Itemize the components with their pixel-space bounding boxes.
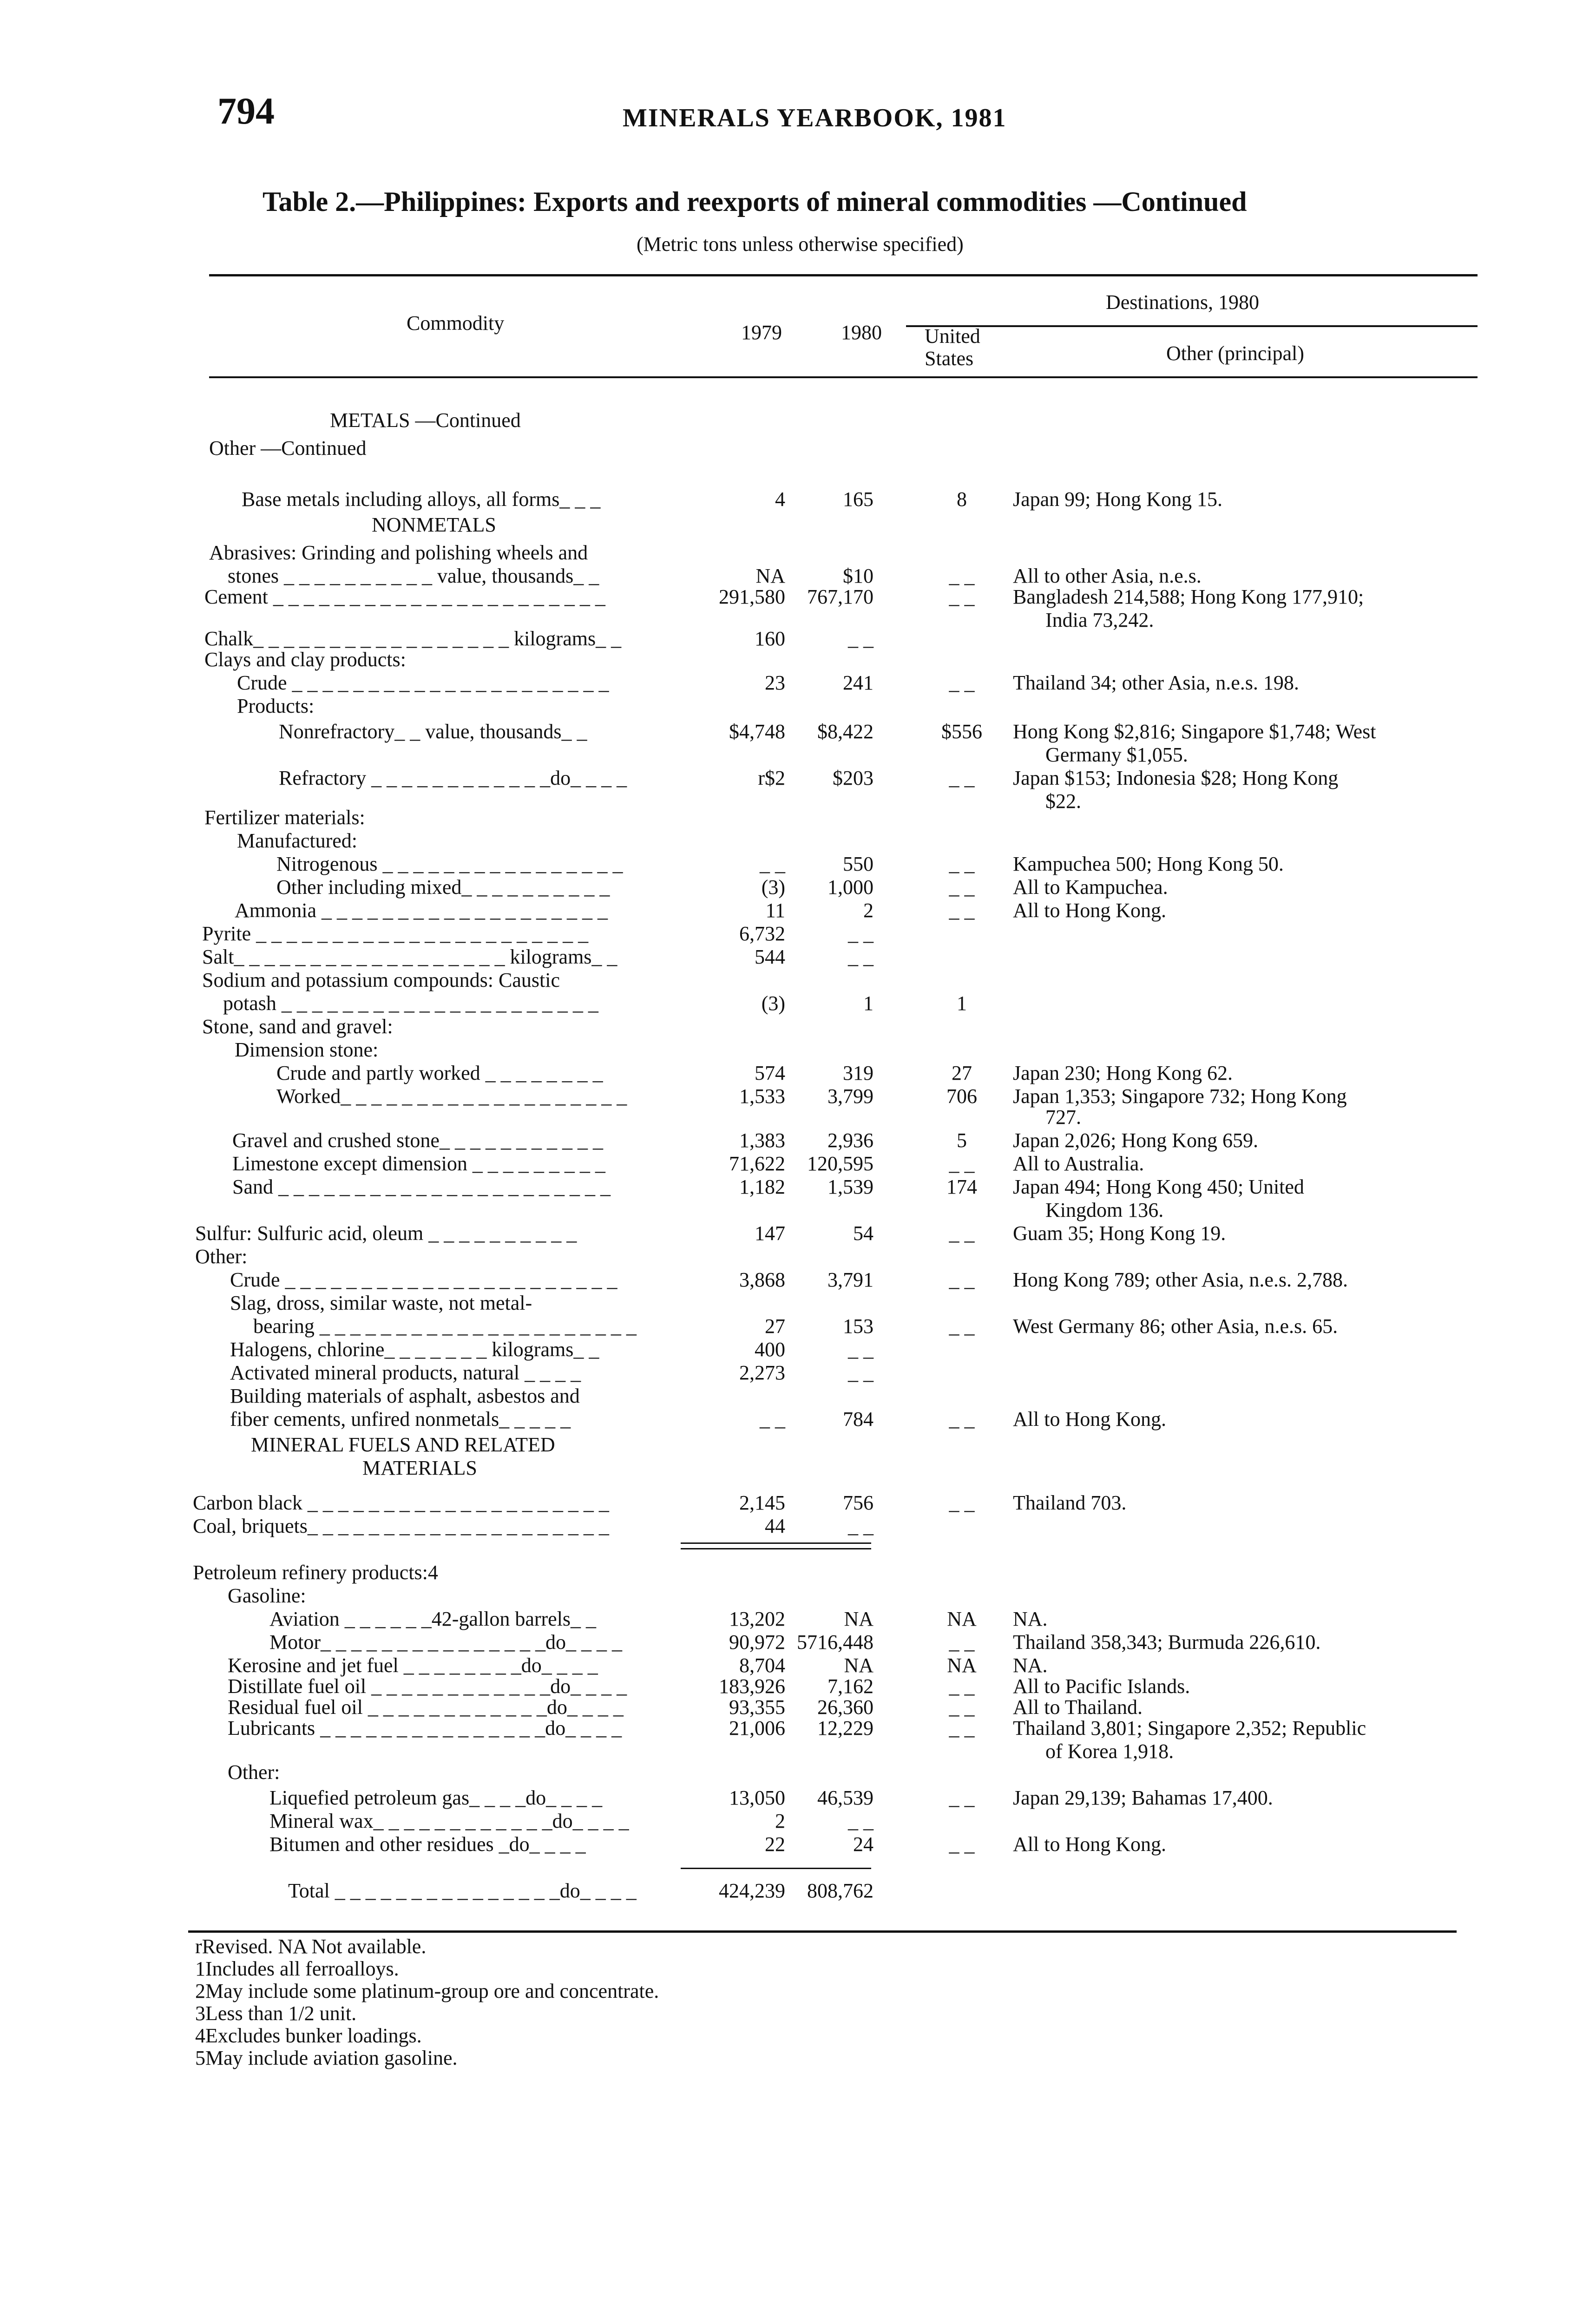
value-1980: _ _	[848, 627, 874, 650]
value-1980: 153	[843, 1315, 874, 1338]
value-united-states: $556	[941, 720, 982, 743]
value-1980: _ _	[848, 1361, 874, 1384]
value-1980: 241	[843, 671, 874, 694]
commodity-label: Other —Continued	[209, 437, 367, 459]
value-other-principal: NA.	[1013, 1608, 1048, 1630]
value-united-states: NA	[947, 1654, 977, 1677]
value-other-principal: Bangladesh 214,588; Hong Kong 177,910;	[1013, 585, 1364, 608]
value-1980: $10	[843, 564, 874, 587]
commodity-label: Worked_ _ _ _ _ _ _ _ _ _ _ _ _ _ _ _ _ _ _	[276, 1085, 627, 1108]
value-1979: 3,868	[739, 1268, 785, 1291]
value-1980: 54	[853, 1222, 874, 1245]
value-united-states: _ _	[949, 767, 975, 789]
value-other-principal: All to Thailand.	[1013, 1696, 1143, 1719]
value-other-principal: West Germany 86; other Asia, n.e.s. 65.	[1013, 1315, 1338, 1338]
value-1979: 1,533	[739, 1085, 785, 1108]
commodity-label: Other:	[195, 1245, 248, 1268]
commodity-label: Crude and partly worked _ _ _ _ _ _ _ _	[276, 1062, 603, 1084]
value-united-states: 1	[957, 992, 967, 1015]
value-other-principal: Japan 230; Hong Kong 62.	[1013, 1062, 1233, 1084]
value-united-states: _ _	[949, 1833, 975, 1856]
value-united-states: 8	[957, 488, 967, 511]
value-other-principal: Thailand 34; other Asia, n.e.s. 198.	[1013, 671, 1299, 694]
value-other-principal: Japan $153; Indonesia $28; Hong Kong	[1013, 767, 1339, 789]
commodity-label: Pyrite _ _ _ _ _ _ _ _ _ _ _ _ _ _ _ _ _ _ _ _ _ _	[202, 922, 589, 945]
value-1980: _ _	[848, 922, 874, 945]
commodity-label: Cement _ _ _ _ _ _ _ _ _ _ _ _ _ _ _ _ _ _ _ _ _ _	[204, 585, 605, 608]
commodity-label: Clays and clay products:	[204, 648, 406, 671]
value-united-states: _ _	[949, 564, 975, 587]
column-header-united-states: United States	[925, 325, 980, 370]
column-header-1979: 1979	[741, 321, 782, 344]
value-united-states: _ _	[949, 876, 975, 899]
column-header-other-principal: Other (principal)	[1166, 342, 1304, 365]
table-subtitle: (Metric tons unless otherwise specified)	[637, 233, 964, 256]
value-other-principal: Hong Kong $2,816; Singapore $1,748; West	[1013, 720, 1376, 743]
value-other-principal: All to Hong Kong.	[1013, 899, 1166, 922]
value-other-principal: All to Hong Kong.	[1013, 1833, 1166, 1856]
value-1980: 319	[843, 1062, 874, 1084]
value-other-principal: Japan 494; Hong Kong 450; United	[1013, 1175, 1304, 1198]
value-1980: 26,360	[817, 1696, 874, 1719]
commodity-label: NONMETALS	[372, 513, 496, 536]
value-other-principal: Thailand 3,801; Singapore 2,352; Republic	[1013, 1717, 1366, 1739]
value-1979: 11	[765, 899, 785, 922]
value-other-principal: Guam 35; Hong Kong 19.	[1013, 1222, 1226, 1245]
value-other-principal: $22.	[1045, 790, 1081, 813]
value-1979: 21,006	[729, 1717, 785, 1739]
value-other-principal: Kingdom 136.	[1045, 1199, 1164, 1221]
commodity-label: Distillate fuel oil _ _ _ _ _ _ _ _ _ _ _ _do_ _ _ _	[228, 1675, 627, 1698]
commodity-label: METALS —Continued	[330, 409, 521, 432]
value-1979: 27	[765, 1315, 785, 1338]
value-1979: 291,580	[719, 585, 785, 608]
commodity-label: Base metals including alloys, all forms_ _ _	[242, 488, 601, 511]
commodity-label: Aviation _ _ _ _ _ _42-gallon barrels_ _	[269, 1608, 597, 1630]
commodity-label: Chalk_ _ _ _ _ _ _ _ _ _ _ _ _ _ _ _ _ kilograms_ _	[204, 627, 622, 650]
value-1980: $8,422	[817, 720, 874, 743]
page-number: 794	[217, 90, 275, 132]
value-united-states: _ _	[949, 1152, 975, 1175]
commodity-label: Crude _ _ _ _ _ _ _ _ _ _ _ _ _ _ _ _ _ _ _ _ _	[237, 671, 609, 694]
value-1980: 120,595	[807, 1152, 874, 1175]
value-1979: 160	[755, 627, 785, 650]
commodity-label: Ammonia _ _ _ _ _ _ _ _ _ _ _ _ _ _ _ _ _ _ _	[235, 899, 608, 922]
value-1980: _ _	[848, 1810, 874, 1832]
commodity-label: Abrasives: Grinding and polishing wheels and	[209, 541, 588, 564]
header-bottom-rule	[209, 376, 1478, 378]
value-1980: 3,799	[828, 1085, 874, 1108]
value-other-principal: Japan 99; Hong Kong 15.	[1013, 488, 1222, 511]
value-united-states: 27	[952, 1062, 972, 1084]
subtotal-rule-2	[681, 1548, 871, 1549]
value-1979: 22	[765, 1833, 785, 1856]
value-1979: $4,748	[729, 720, 785, 743]
commodity-label: Nitrogenous _ _ _ _ _ _ _ _ _ _ _ _ _ _ _ _	[276, 853, 623, 875]
value-1980: 784	[843, 1408, 874, 1431]
value-united-states: _ _	[949, 1675, 975, 1698]
commodity-label: Petroleum refinery products:4	[193, 1561, 438, 1584]
column-header-1980: 1980	[841, 321, 882, 344]
footnote: rRevised. NA Not available.	[195, 1935, 427, 1958]
commodity-label: Sulfur: Sulfuric acid, oleum _ _ _ _ _ _ _ _ _ _	[195, 1222, 577, 1245]
value-1980: 46,539	[817, 1786, 874, 1809]
footnote: 3Less than 1/2 unit.	[195, 2002, 357, 2025]
value-1979: 44	[765, 1515, 785, 1537]
commodity-label: Gravel and crushed stone_ _ _ _ _ _ _ _ _ _ _	[232, 1129, 603, 1152]
value-other-principal: All to other Asia, n.e.s.	[1013, 564, 1202, 587]
value-1980: NA	[844, 1654, 874, 1677]
value-1979: (3)	[761, 992, 785, 1015]
value-1979: 424,239	[719, 1879, 785, 1902]
value-united-states: _ _	[949, 671, 975, 694]
value-united-states: _ _	[949, 585, 975, 608]
value-other-principal: All to Pacific Islands.	[1013, 1675, 1190, 1698]
commodity-label: Manufactured:	[237, 829, 357, 852]
value-other-principal: Japan 29,139; Bahamas 17,400.	[1013, 1786, 1273, 1809]
value-1980: 808,762	[807, 1879, 874, 1902]
commodity-label: Motor_ _ _ _ _ _ _ _ _ _ _ _ _ _ _do_ _ _ _	[269, 1631, 622, 1654]
value-1980: 2,936	[828, 1129, 874, 1152]
value-1980: $203	[833, 767, 874, 789]
table-title: Table 2.—Philippines: Exports and reexports of mineral commodities —Continued	[263, 186, 1247, 217]
value-1980: 1,000	[828, 876, 874, 899]
value-united-states: _ _	[949, 1315, 975, 1338]
value-other-principal: Germany $1,055.	[1045, 743, 1188, 766]
commodity-label: Nonrefractory_ _ value, thousands_ _	[279, 720, 587, 743]
value-other-principal: Thailand 703.	[1013, 1491, 1127, 1514]
value-united-states: 5	[957, 1129, 967, 1152]
commodity-label: Kerosine and jet fuel _ _ _ _ _ _ _ _do_ _ _ _	[228, 1654, 598, 1677]
commodity-label: Slag, dross, similar waste, not metal-	[230, 1292, 532, 1314]
value-united-states: _ _	[949, 1222, 975, 1245]
value-1979: r$2	[758, 767, 785, 789]
value-other-principal: Japan 1,353; Singapore 732; Hong Kong	[1013, 1085, 1347, 1108]
commodity-label: Stone, sand and gravel:	[202, 1015, 393, 1038]
value-1979: (3)	[761, 876, 785, 899]
commodity-label: stones _ _ _ _ _ _ _ _ _ _ value, thousands_ _	[228, 564, 599, 587]
subtotal-rule-1	[681, 1542, 871, 1544]
value-1979: 23	[765, 671, 785, 694]
footnote: 1Includes all ferroalloys.	[195, 1957, 399, 1980]
value-1980: 7,162	[828, 1675, 874, 1698]
value-other-principal: NA.	[1013, 1654, 1048, 1677]
footnote: 2May include some platinum-group ore and concentrate.	[195, 1980, 659, 2002]
value-united-states: _ _	[949, 1696, 975, 1719]
value-1979: 2	[775, 1810, 785, 1832]
value-1979: 8,704	[739, 1654, 785, 1677]
value-1980: NA	[844, 1608, 874, 1630]
value-other-principal: 727.	[1045, 1106, 1081, 1129]
value-1979: 400	[755, 1338, 785, 1361]
value-other-principal: All to Hong Kong.	[1013, 1408, 1166, 1431]
footnote: 5May include aviation gasoline.	[195, 2047, 458, 2069]
value-other-principal: Thailand 358,343; Burmuda 226,610.	[1013, 1631, 1321, 1654]
commodity-label: Dimension stone:	[235, 1038, 379, 1061]
value-other-principal: All to Kampuchea.	[1013, 876, 1168, 899]
commodity-label: Building materials of asphalt, asbestos and	[230, 1385, 580, 1407]
value-1979: 183,926	[719, 1675, 785, 1698]
value-united-states: _ _	[949, 1786, 975, 1809]
commodity-label: Mineral wax_ _ _ _ _ _ _ _ _ _ _ _do_ _ _ _	[269, 1810, 629, 1832]
value-1979: 4	[775, 488, 785, 511]
commodity-label: Crude _ _ _ _ _ _ _ _ _ _ _ _ _ _ _ _ _ _ _ _ _ _	[230, 1268, 617, 1291]
value-united-states: _ _	[949, 1268, 975, 1291]
commodity-label: Gasoline:	[228, 1584, 306, 1607]
column-header-commodity: Commodity	[407, 312, 505, 335]
value-other-principal: Hong Kong 789; other Asia, n.e.s. 2,788.	[1013, 1268, 1348, 1291]
value-1979: _ _	[760, 1408, 785, 1431]
value-1980: 2	[863, 899, 874, 922]
value-1979: 93,355	[729, 1696, 785, 1719]
value-united-states: NA	[947, 1608, 977, 1630]
commodity-label: Other:	[228, 1761, 280, 1784]
commodity-label: fiber cements, unfired nonmetals_ _ _ _ _	[230, 1408, 571, 1431]
commodity-label: MINERAL FUELS AND RELATED	[251, 1433, 555, 1456]
value-1979: 574	[755, 1062, 785, 1084]
value-1979: 90,972	[729, 1631, 785, 1654]
value-1979: 6,732	[739, 922, 785, 945]
commodity-label: Halogens, chlorine_ _ _ _ _ _ _ kilograms_ _	[230, 1338, 599, 1361]
commodity-label: Fertilizer materials:	[204, 806, 365, 829]
value-1979: 13,202	[729, 1608, 785, 1630]
value-1979: 1,383	[739, 1129, 785, 1152]
value-1980: 1	[863, 992, 874, 1015]
value-1980: 756	[843, 1491, 874, 1514]
value-1980: 165	[843, 488, 874, 511]
column-header-destinations: Destinations, 1980	[1106, 291, 1259, 314]
value-1979: 2,273	[739, 1361, 785, 1384]
value-united-states: 174	[946, 1175, 977, 1198]
value-united-states: _ _	[949, 1717, 975, 1739]
value-1980: _ _	[848, 1515, 874, 1537]
header-top-rule	[209, 274, 1478, 276]
commodity-label: Salt_ _ _ _ _ _ _ _ _ _ _ _ _ _ _ _ _ _ kilograms_ _	[202, 945, 617, 968]
commodity-label: Bitumen and other residues _do_ _ _ _	[269, 1833, 586, 1856]
value-1979: 13,050	[729, 1786, 785, 1809]
value-united-states: _ _	[949, 1491, 975, 1514]
commodity-label: Activated mineral products, natural _ _ _ _	[230, 1361, 581, 1384]
value-other-principal: Kampuchea 500; Hong Kong 50.	[1013, 853, 1284, 875]
commodity-label: Sand _ _ _ _ _ _ _ _ _ _ _ _ _ _ _ _ _ _ _ _ _ _	[232, 1175, 611, 1198]
value-1979: 147	[755, 1222, 785, 1245]
table-bottom-rule	[188, 1930, 1457, 1933]
value-other-principal: of Korea 1,918.	[1045, 1740, 1174, 1763]
commodity-label: Other including mixed_ _ _ _ _ _ _ _ _ _	[276, 876, 610, 899]
value-other-principal: India 73,242.	[1045, 609, 1154, 631]
value-1979: NA	[755, 564, 785, 587]
commodity-label: Total _ _ _ _ _ _ _ _ _ _ _ _ _ _ _do_ _ _ _	[288, 1879, 637, 1902]
commodity-label: Residual fuel oil _ _ _ _ _ _ _ _ _ _ _ _do_ _ _ _	[228, 1696, 624, 1719]
value-1980: 24	[853, 1833, 874, 1856]
value-united-states: _ _	[949, 899, 975, 922]
total-rule	[681, 1868, 871, 1869]
value-1980: 5716,448	[797, 1631, 874, 1654]
commodity-label: potash _ _ _ _ _ _ _ _ _ _ _ _ _ _ _ _ _ _ _ _ _	[223, 992, 598, 1015]
value-1979: 544	[755, 945, 785, 968]
running-head: MINERALS YEARBOOK, 1981	[623, 104, 1007, 132]
value-1980: 767,170	[807, 585, 874, 608]
value-1979: _ _	[760, 853, 785, 875]
commodity-label: Coal, briquets_ _ _ _ _ _ _ _ _ _ _ _ _ _ _ _ _ _ _ _	[193, 1515, 609, 1537]
commodity-label: Lubricants _ _ _ _ _ _ _ _ _ _ _ _ _ _ _do_ _ _ _	[228, 1717, 622, 1739]
value-united-states: _ _	[949, 853, 975, 875]
commodity-label: Liquefied petroleum gas_ _ _ _do_ _ _ _	[269, 1786, 603, 1809]
value-united-states: _ _	[949, 1631, 975, 1654]
value-1979: 2,145	[739, 1491, 785, 1514]
value-1980: _ _	[848, 1338, 874, 1361]
commodity-label: Carbon black _ _ _ _ _ _ _ _ _ _ _ _ _ _ _ _ _ _ _ _	[193, 1491, 609, 1514]
value-1979: 71,622	[729, 1152, 785, 1175]
footnote: 4Excludes bunker loadings.	[195, 2024, 422, 2047]
commodity-label: Sodium and potassium compounds: Caustic	[202, 969, 560, 991]
value-1980: 3,791	[828, 1268, 874, 1291]
commodity-label: bearing _ _ _ _ _ _ _ _ _ _ _ _ _ _ _ _ _ _ _ _ _	[253, 1315, 637, 1338]
value-1980: 1,539	[828, 1175, 874, 1198]
value-1980: 12,229	[817, 1717, 874, 1739]
commodity-label: Products:	[237, 695, 315, 717]
commodity-label: Refractory _ _ _ _ _ _ _ _ _ _ _ _do_ _ _ _	[279, 767, 627, 789]
value-other-principal: All to Australia.	[1013, 1152, 1144, 1175]
commodity-label: MATERIALS	[362, 1457, 477, 1479]
value-1980: _ _	[848, 945, 874, 968]
value-united-states: 706	[946, 1085, 977, 1108]
value-1980: 550	[843, 853, 874, 875]
value-united-states: _ _	[949, 1408, 975, 1431]
value-other-principal: Japan 2,026; Hong Kong 659.	[1013, 1129, 1258, 1152]
value-1979: 1,182	[739, 1175, 785, 1198]
commodity-label: Limestone except dimension _ _ _ _ _ _ _ _ _	[232, 1152, 605, 1175]
